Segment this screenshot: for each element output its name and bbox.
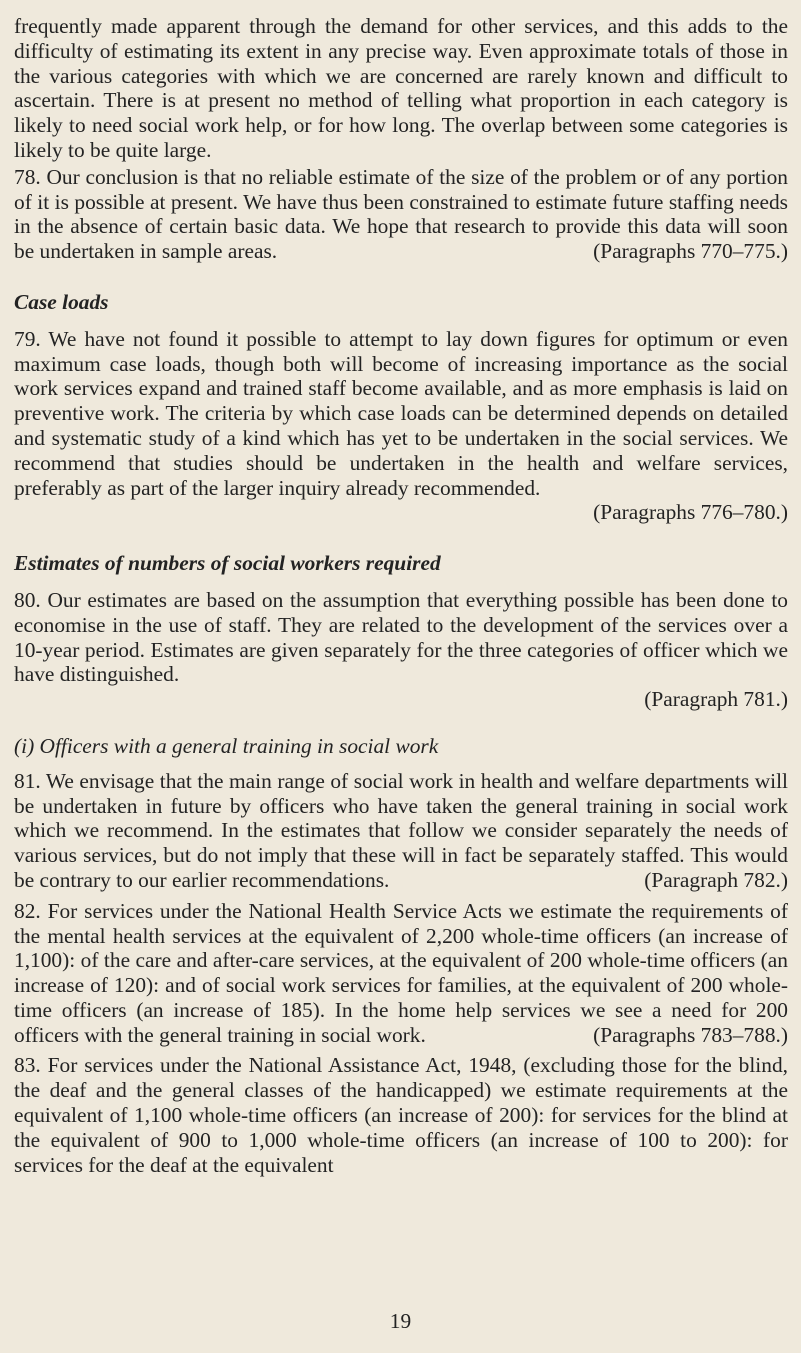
- subheading-general-training: (i) Officers with a general training in social work: [14, 733, 439, 758]
- heading-estimates: Estimates of numbers of social workers required: [14, 551, 441, 576]
- paragraph-continuation: frequently made apparent through the demand for other services, and this adds to the difficulty of estimating its extent in any precise way. Even approximate totals of those in the various categories with which we are concerned are rarely known and difficult to ascertain. There is at present no method of telling what proportion in each category is likely to need social work help, or for how long. The overlap between some categories is likely to be quite large.: [14, 14, 788, 162]
- paragraph-82-reference: (Paragraphs 783–788.): [593, 1022, 788, 1047]
- paragraph-81: [14, 769, 788, 893]
- paragraph-82-text: 82. For services under the National Health Service Acts we estimate the requirements of the mental health services at the equivalent of 2,200 whole-time officers (an increase of 1,100): of the care and after-care services, at the equivalent of 200 whole-time officers (an increase of 120): and of social work services for families, at the equivalent of 200 whole-time officers (an increase of 185). In the home help services we see a need for 200 officers with the general training in social work.: [14, 898, 788, 1047]
- paragraph-78-reference: (Paragraphs 770–775.): [593, 239, 788, 264]
- paragraph-78: [14, 165, 788, 264]
- page-body: [14, 14, 788, 1177]
- paragraph-79: 79. We have not found it possible to attempt to lay down figures for optimum or even maximum case loads, though both will become of increasing importance as the social work services expand and trained staff become available, and as more emphasis is laid on preventive work. The criteria by which case loads can be determined depends on detailed and systematic study of a kind which has yet to be undertaken in the social services. We recommend that studies should be undertaken in the health and welfare services, preferably as part of the larger inquiry already recommended.: [14, 326, 788, 500]
- paragraph-81-text: 81. We envisage that the main range of social work in health and welfare departments will be undertaken in future by officers who have taken the general training in social work which we recommend. In the estimates that follow we consider separately the needs of various services, but do not imply that these will in fact be separately staffed. This would be contrary to our earlier recommendations.: [14, 768, 788, 892]
- paragraph-81-reference: (Paragraph 782.): [644, 867, 788, 892]
- heading-case-loads: Case loads: [14, 289, 109, 314]
- paragraph-79-reference: (Paragraphs 776–780.): [593, 500, 788, 525]
- paragraph-80-reference: (Paragraph 781.): [644, 687, 788, 712]
- paragraph-83: 83. For services under the National Assistance Act, 1948, (excluding those for the blind, the deaf and the general classes of the handicapped) we estimate requirements at the equivalent of 1,100 whole-time officers (an increase of 200): for services for the blind at the equivalent of 900 to 1,000 whole-time officers (an increase of 100 to 200): for services for the deaf at the equivalent: [14, 1053, 788, 1177]
- page-number: 19: [389, 1309, 412, 1333]
- paragraph-82: [14, 899, 788, 1048]
- paragraph-80: 80. Our estimates are based on the assumption that everything possible has been done to economise in the use of staff. They are related to the development of the services over a 10-year period. Estimates are given separately for the three categories of officer which we have distinguished.: [14, 587, 788, 687]
- paragraph-78-text: 78. Our conclusion is that no reliable estimate of the size of the problem or of any portion of it is possible at present. We have thus been constrained to estimate future staffing needs in the absence of certain basic data. We hope that research to provide this data will soon be undertaken in sample areas.: [14, 164, 788, 264]
